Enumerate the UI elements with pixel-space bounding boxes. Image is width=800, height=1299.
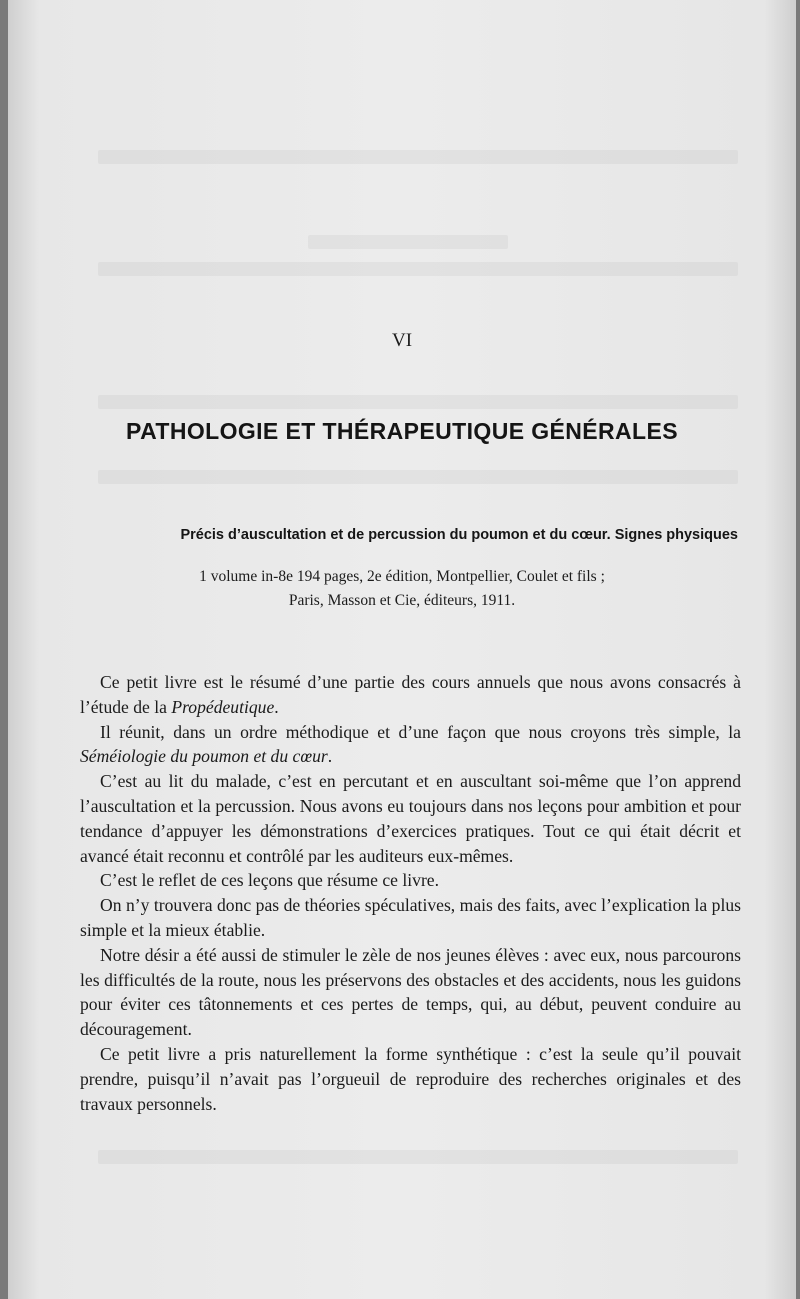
paragraph-1-text: Ce petit livre est le résumé d’une partie des cours annuels que nous avons consacrés à l’étude de la: [80, 672, 741, 717]
show-through-shadow: [98, 262, 738, 276]
paragraph-2: [80, 720, 741, 770]
paragraph-1: [80, 670, 741, 720]
section-title: PATHOLOGIE ET THÉRAPEUTIQUE GÉNÉRALES: [126, 418, 678, 444]
paragraph-4: C’est le reflet de ces leçons que résume ce livre.: [100, 870, 440, 891]
paragraph-2-italic: Séméiologie du poumon et du cœur: [80, 746, 328, 767]
paragraph-1-italic: Propédeutique: [171, 696, 275, 717]
show-through-shadow: [98, 1150, 738, 1164]
paragraph-3: C’est au lit du malade, c’est en percutant et en auscultant soi-même que l’on apprend l’auscultation et la percussion. Nous avons eu toujours dans nos leçons pour ambition et pour tendance d’appuyer les démonstrations d’exercices pratiques. Tout ce qui était décrit et avancé était reconnu et contrôlé par les auditeurs eux-mêmes.: [80, 771, 741, 866]
show-through-shadow: [98, 150, 738, 164]
paragraph-1-end: .: [274, 696, 279, 717]
show-through-shadow: [308, 235, 508, 249]
paragraph-5: On n’y trouvera donc pas de théories spéculatives, mais des faits, avec l’explication la plus simple et la mieux établie.: [80, 895, 741, 940]
book-title: Précis d’auscultation et de percussion du poumon et du cœur. Signes physiques: [180, 527, 738, 543]
show-through-shadow: [98, 395, 738, 409]
publication-info: [8, 565, 796, 613]
paragraph-7: Ce petit livre a pris naturellement la forme synthétique : c’est la seule qu’il pouvait prendre, puisqu’il n’avait pas l’orgueuil de reproduire des recherches originales et des travaux personnels.: [80, 1043, 741, 1114]
paragraph-6: Notre désir a été aussi de stimuler le zèle de nos jeunes élèves : avec eux, nous parcourons les difficultés de la route, nous les préservons des obstacles et des accidents, nous les guidons pour éviter ces tâtonnements et ces pertes de temps, qui, au début, peuvent conduire au découragement.: [80, 944, 741, 1040]
body-text: [80, 670, 741, 1116]
paragraph-2-text: Il réunit, dans un ordre méthodique et d’une façon que nous croyons très simple, la: [100, 721, 741, 742]
publication-line-2: Paris, Masson et Cie, éditeurs, 1911.: [288, 592, 516, 609]
publication-line-1: 1 volume in-8e 194 pages, 2e édition, Montpellier, Coulet et fils ;: [199, 568, 605, 585]
book-page: [8, 0, 796, 1299]
paragraph-2-end: .: [327, 746, 333, 767]
show-through-shadow: [98, 470, 738, 484]
chapter-number: VI: [391, 330, 413, 351]
